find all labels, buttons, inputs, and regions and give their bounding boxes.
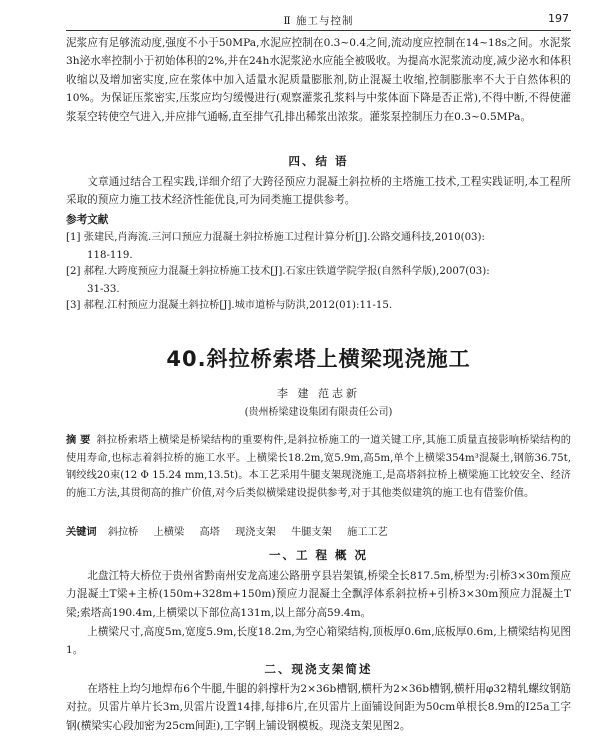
section-support-paragraph: 在塔柱上均匀地焊布6个牛腿,牛腿的斜撑杆为2×36b槽钢,横杆为2×36b槽钢,横杆用φ32精轧螺纹钢筋对拉。贝雷片单片长3m,贝雷片设置14排,每排6片,在贝雷片上面铺设间距为50cm单根长8.9m的I25a工字钢(横梁实心段加密为25cm间距),工字钢上铺设钢模板。现浇支架见图2。: [66, 683, 571, 732]
reference-text: 郝程.大跨度预应力混凝土斜拉桥施工技术[J].石家庄铁道学院学报(自然科学版),2007(03):: [83, 266, 490, 277]
body-paragraph-continuation: 泥浆应有足够流动度,强度不小于50MPa,水泥应控制在0.3~0.4之间,流动度应控制在14~18s之间。水泥浆3h泌水率控制小于初始体积的2%,并在24h水泥浆泌水应能全被吸收。为提高水泥浆流动度,减少泌水和体积收缩以及增加密实度,应在浆体中加入适量水泥质量膨胀剂,防止混凝土收缩,控制膨胀率不大于自然体积的10%。为保证压浆密实,压浆应均匀缓慢进行(观察灌浆孔浆料与中浆体面下降是否正常),不得中断,不得使灌浆泵空转使空气进入,并应排气通畅,直至排气孔排出稀浆出浓浆。灌浆泵控制压力在0.3~0.5MPa。: [66, 37, 571, 123]
conclusion-text: 文章通过结合工程实践,详细介绍了大跨径预应力混凝土斜拉桥的主塔施工技术,工程实践证明,本工程所采取的预应力施工技术经济性能优良,可为同类施工提供参考。: [66, 176, 571, 207]
references-label: 参考文献: [66, 214, 109, 226]
section-overview-paragraph-2: 上横梁尺寸,高度5m,宽度5.9m,长度18.2m,为空心箱梁结构,顶板厚0.6m,底板厚0.6m,上横梁结构见图1。: [66, 626, 571, 657]
keywords: [66, 523, 571, 538]
keywords-label: 关键词: [66, 527, 97, 538]
article-title: 40.斜拉桥索塔上横梁现浇施工: [166, 347, 471, 371]
article-affiliation: (贵州桥梁建设集团有限责任公司): [244, 407, 393, 418]
reference-text-continued: 118-119.: [87, 249, 133, 261]
page-number: 197: [548, 12, 569, 25]
abstract-text: 斜拉桥索塔上横梁是桥梁结构的重要构件,是斜拉桥施工的一道关键工序,其施工质量直接影响桥梁结构的使用寿命,也标志着斜拉桥的施工水平。上横梁长18.2m,宽5.9m,高5m,单个上横梁354m³混凝土,钢筋36.75t,钢绞线20束(12 Φ 15.24 mm,13.5t)。本工艺采用牛腿支架现浇施工,是高塔斜拉桥上横梁施工比较安全、经济的施工方法,其贯彻高的推广价值,对今后类似横梁建设提供参考,对于其他类似建筑的施工也有借鉴价值。: [66, 435, 571, 499]
running-header: [66, 12, 571, 31]
reference-item: [66, 297, 571, 315]
keyword: 施工工艺: [347, 527, 388, 538]
reference-number: [3]: [66, 300, 81, 311]
conclusion-heading: 四、结 语: [288, 154, 349, 168]
keyword: 上横梁: [153, 527, 185, 538]
reference-number: [1]: [66, 232, 81, 243]
reference-item: [66, 263, 571, 298]
keyword: 高塔: [199, 527, 220, 538]
abstract: [66, 432, 571, 502]
section-overview-paragraph-1: 北盘江特大桥位于贵州省黔南州安龙高速公路册亨县岩架镇,桥梁全长817.5m,桥型为:引桥3×30m预应力混凝土T梁+主桥(150m+328m+150m)预应力混凝土全飘浮体系斜拉桥+引桥3×30m预应力混凝土T梁;索塔高190.4m,上横梁以下部位高131m,以上部分高59.4m。: [66, 570, 571, 619]
reference-number: [2]: [66, 266, 81, 277]
abstract-label: 摘 要: [66, 435, 91, 446]
section-heading-support: 二、现浇支架简述: [264, 662, 373, 676]
keyword: 斜拉桥: [107, 527, 139, 538]
reference-text: 郝程.江村预应力混凝土斜拉桥[J].城市道桥与防洪,2012(01):11-15.: [83, 300, 393, 311]
reference-text: 张建民,肖海流.三河口预应力混凝土斜拉桥施工过程计算分析[J].公路交通科技,2010(03):: [83, 232, 485, 243]
keyword: 现浇支架: [235, 527, 276, 538]
reference-text-continued: 31-33.: [87, 283, 120, 295]
reference-item: [66, 229, 571, 264]
section-heading-overview: 一、工 程 概 况: [268, 548, 368, 562]
article-authors: 李 建 范志新: [277, 387, 360, 400]
running-title: Ⅱ 施工与控制: [283, 15, 354, 27]
keyword: 牛腿支架: [291, 527, 332, 538]
